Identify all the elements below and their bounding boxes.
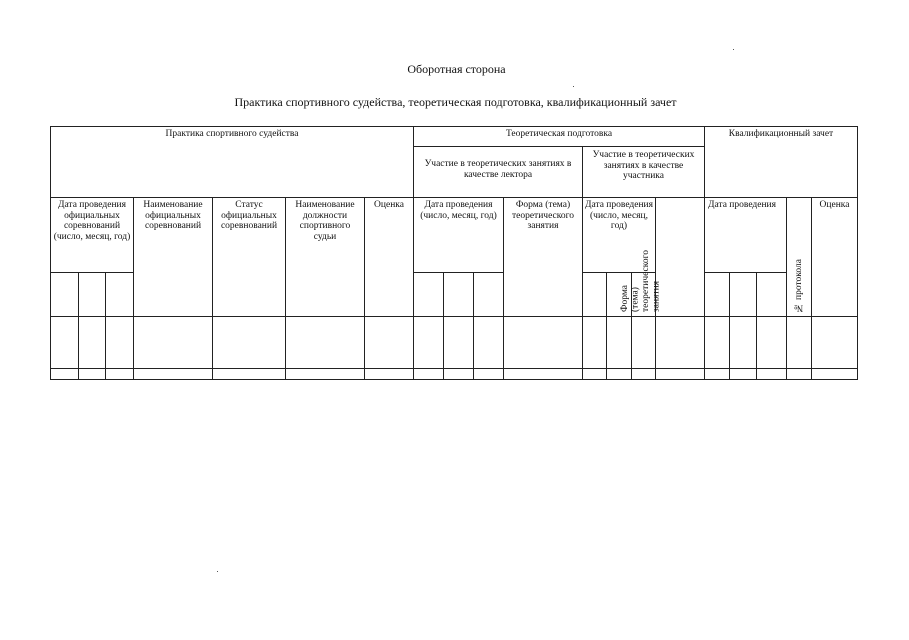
table-cell xyxy=(607,369,632,380)
qualification-form-table xyxy=(50,126,858,380)
col-protocol-number-label: № протокола xyxy=(793,258,804,312)
table-cell xyxy=(134,317,213,369)
header-qualification-test: Квалификационный зачет xyxy=(705,127,858,198)
cell-month xyxy=(444,273,474,317)
table-cell xyxy=(365,369,414,380)
table-cell xyxy=(583,317,607,369)
table-cell xyxy=(730,369,757,380)
cell-year xyxy=(757,273,787,317)
table-cell xyxy=(812,317,858,369)
table-cell xyxy=(757,369,787,380)
table-cell xyxy=(607,317,632,369)
col-qualification-date: Дата проведения xyxy=(705,198,787,273)
table-cell xyxy=(444,317,474,369)
header-lecturer-participation: Участие в теоретических занятиях в качестве лектора xyxy=(414,147,583,198)
cell-day xyxy=(583,273,607,317)
table-cell xyxy=(286,317,365,369)
cell-year xyxy=(474,273,504,317)
table-row xyxy=(51,369,858,380)
table-cell xyxy=(79,317,106,369)
table-cell xyxy=(414,317,444,369)
table-cell xyxy=(106,317,134,369)
table-cell xyxy=(79,369,106,380)
table-cell xyxy=(474,317,504,369)
table-cell xyxy=(812,369,858,380)
table-cell xyxy=(474,369,504,380)
table-cell xyxy=(656,317,705,369)
table-cell xyxy=(365,317,414,369)
table-cell xyxy=(583,369,607,380)
table-cell xyxy=(705,369,730,380)
col-participant-topic xyxy=(620,198,705,317)
table-cell xyxy=(757,317,787,369)
header-theory-training: Теоретическая подготовка xyxy=(414,127,705,147)
table-cell xyxy=(286,369,365,380)
scan-speck xyxy=(217,571,218,572)
page-side-label: Оборотная сторона xyxy=(407,62,506,76)
scan-speck xyxy=(733,49,734,50)
table-cell xyxy=(134,369,213,380)
table-cell xyxy=(213,369,286,380)
col-competition-date: Дата проведения официальных соревнований (число, месяц, год) xyxy=(51,198,134,273)
cell-day xyxy=(414,273,444,317)
table-cell xyxy=(51,369,79,380)
cell-year xyxy=(106,273,134,317)
cell-month xyxy=(79,273,106,317)
table-cell xyxy=(213,317,286,369)
col-competition-status: Статус официальных соревнований xyxy=(213,198,286,317)
table-cell xyxy=(705,317,730,369)
col-participant-topic-label: Форма (тема) теоретического занятия xyxy=(620,249,662,312)
header-judging-practice: Практика спортивного судейства xyxy=(51,127,414,198)
col-protocol-number xyxy=(787,198,812,317)
page-title: Практика спортивного судейства, теоретическая подготовка, квалификационный зачет xyxy=(234,95,677,109)
header-participant-participation: Участие в теоретических занятиях в качестве участника xyxy=(583,147,705,198)
col-qualification-grade: Оценка xyxy=(812,198,858,317)
table-cell xyxy=(444,369,474,380)
table-cell xyxy=(656,369,705,380)
table-cell xyxy=(632,369,656,380)
table-cell xyxy=(504,369,583,380)
col-participant-date: Дата проведения (число, месяц, год) xyxy=(583,198,656,273)
table-cell xyxy=(632,317,656,369)
table-cell xyxy=(787,317,812,369)
table-cell xyxy=(51,317,79,369)
table-cell xyxy=(787,369,812,380)
cell-day xyxy=(51,273,79,317)
table-cell xyxy=(414,369,444,380)
table-row xyxy=(51,317,858,369)
col-judge-position: Наименование должности спортивного судьи xyxy=(286,198,365,317)
col-lecturer-date: Дата проведения (число, месяц, год) xyxy=(414,198,504,273)
table-cell xyxy=(504,317,583,369)
col-competition-name: Наименование официальных соревнований xyxy=(134,198,213,317)
table-cell xyxy=(730,317,757,369)
col-lecturer-topic: Форма (тема) теоретического занятия xyxy=(504,198,583,317)
col-judging-grade: Оценка xyxy=(365,198,414,317)
table-cell xyxy=(106,369,134,380)
scan-speck xyxy=(573,86,574,87)
